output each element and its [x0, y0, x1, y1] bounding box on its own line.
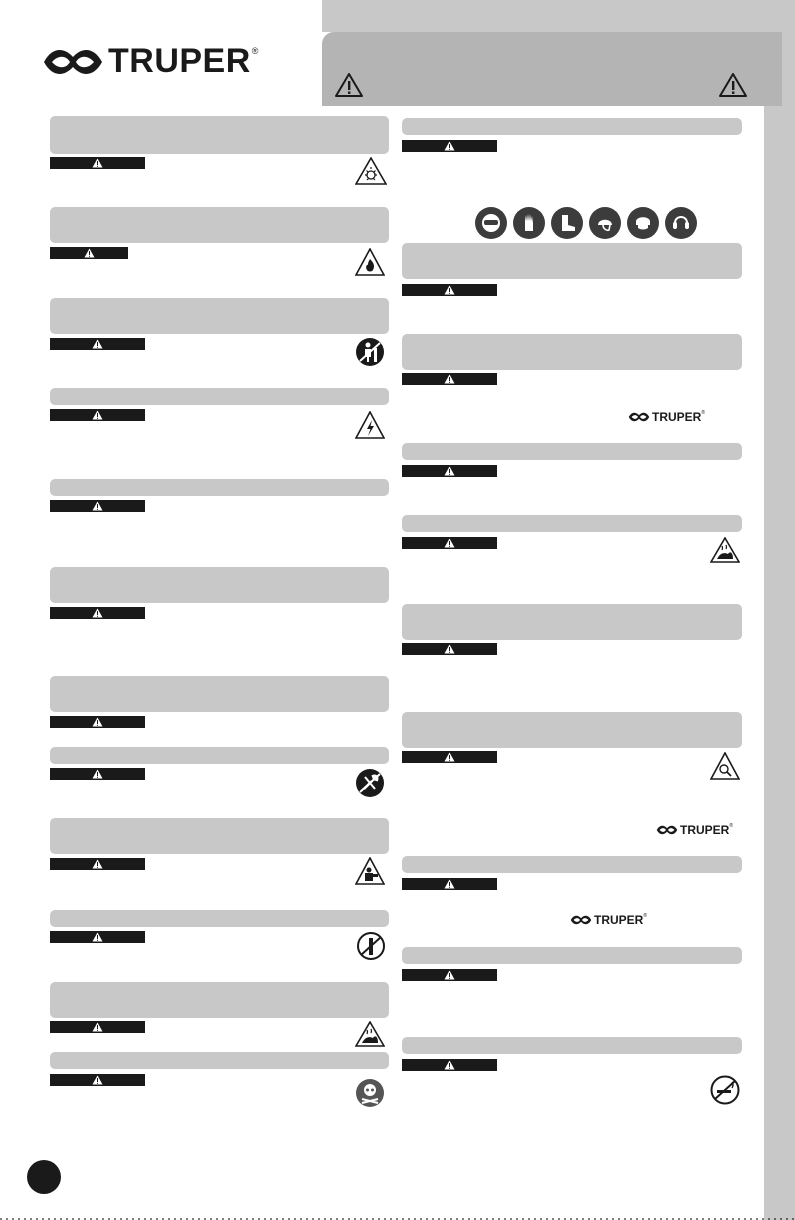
- inspect-icon: [710, 752, 740, 780]
- warning-triangle-icon: [718, 72, 748, 98]
- warning-label: [50, 338, 145, 350]
- warning-label: [402, 284, 497, 296]
- warning-triangle-icon: [444, 285, 455, 295]
- safety-boots-icon: [551, 207, 583, 239]
- warning-triangle-icon: [444, 1060, 455, 1070]
- registered-mark: ®: [701, 410, 706, 416]
- no-modification-icon: [355, 768, 385, 798]
- warning-label: [402, 878, 497, 890]
- warning-label: [50, 768, 145, 780]
- wear-protection-icon: [355, 857, 385, 885]
- warning-label: [402, 643, 497, 655]
- section-header-bar: [50, 982, 389, 1018]
- warning-label: [50, 247, 128, 259]
- warning-label: [50, 607, 145, 619]
- dust-mask-icon: [627, 207, 659, 239]
- hard-hat-icon: [589, 207, 621, 239]
- section-header-bar: [50, 747, 389, 764]
- keep-children-away-icon: [355, 337, 385, 367]
- brand-name: TRUPER: [594, 913, 644, 927]
- section-header-bar: [50, 676, 389, 712]
- header-band: [322, 0, 764, 32]
- warning-triangle-icon: [92, 158, 103, 168]
- warning-label: [50, 858, 145, 870]
- page-number-disc: [27, 1160, 61, 1194]
- section-header-bar: [402, 118, 742, 135]
- truper-emblem-icon: [628, 411, 650, 423]
- warning-triangle-icon: [92, 410, 103, 420]
- warning-label: [50, 1074, 145, 1086]
- warning-triangle-icon: [92, 339, 103, 349]
- brand-mini-logo: [628, 410, 705, 424]
- warning-triangle-icon: [444, 752, 455, 762]
- warning-label: [402, 373, 497, 385]
- brand-name: TRUPER: [108, 42, 251, 80]
- warning-triangle-icon: [92, 859, 103, 869]
- warning-label: [402, 140, 497, 152]
- warning-triangle-icon: [444, 374, 455, 384]
- brand-mini-logo: [570, 913, 647, 927]
- warning-triangle-icon: [92, 501, 103, 511]
- warning-triangle-icon: [444, 879, 455, 889]
- warning-label: [402, 465, 497, 477]
- warning-triangle-icon: [92, 1022, 103, 1032]
- warning-triangle-icon: [444, 538, 455, 548]
- brand-name: TRUPER: [680, 823, 730, 837]
- warning-triangle-icon: [444, 970, 455, 980]
- warning-triangle-icon: [92, 717, 103, 727]
- section-header-bar: [402, 604, 742, 640]
- section-header-bar: [402, 334, 742, 370]
- side-tab: [764, 0, 795, 1220]
- warning-label: [402, 751, 497, 763]
- section-header-bar: [50, 116, 389, 154]
- section-header-bar: [402, 947, 742, 964]
- section-header-bar: [402, 443, 742, 460]
- section-header-bar: [402, 515, 742, 532]
- brand-logo: [42, 42, 258, 81]
- warning-triangle-icon: [92, 1075, 103, 1085]
- section-header-bar: [402, 1037, 742, 1054]
- hot-surface-icon: [710, 537, 740, 563]
- warning-triangle-icon: [444, 644, 455, 654]
- toxic-hazard-icon: [355, 1078, 385, 1108]
- section-header-bar: [50, 298, 389, 334]
- warning-triangle-icon: [444, 466, 455, 476]
- warning-label: [50, 1021, 145, 1033]
- registered-mark: ®: [643, 913, 648, 919]
- section-header-bar: [50, 207, 389, 243]
- warning-label: [50, 931, 145, 943]
- section-header-bar: [402, 856, 742, 873]
- electric-shock-icon: [355, 411, 385, 439]
- section-header-bar: [50, 479, 389, 496]
- gloves-icon: [513, 207, 545, 239]
- warning-triangle-icon: [92, 608, 103, 618]
- warning-label: [402, 1059, 497, 1071]
- warning-triangle-icon: [92, 932, 103, 942]
- section-header-bar: [50, 567, 389, 603]
- no-smoking-icon: [710, 1075, 740, 1105]
- brand-mini-logo: [656, 823, 733, 837]
- warning-label: [402, 537, 497, 549]
- warning-label: [50, 716, 145, 728]
- section-header-bar: [50, 910, 389, 927]
- hot-surface-icon: [355, 1021, 385, 1047]
- section-header-bar: [402, 712, 742, 748]
- section-header-bar: [402, 243, 742, 279]
- warning-triangle-icon: [334, 72, 364, 98]
- brand-name: TRUPER: [652, 410, 702, 424]
- truper-emblem-icon: [656, 824, 678, 836]
- warning-label: [50, 409, 145, 421]
- warning-triangle-icon: [84, 248, 95, 258]
- ear-protection-icon: [665, 207, 697, 239]
- safety-goggles-icon: [475, 207, 507, 239]
- no-dropping-icon: [357, 931, 385, 961]
- truper-emblem-icon: [570, 914, 592, 926]
- warning-triangle-icon: [92, 769, 103, 779]
- ppe-icon-row: [475, 207, 697, 239]
- registered-mark: ®: [251, 46, 259, 56]
- section-header-bar: [50, 818, 389, 854]
- burst-hazard-icon: [355, 157, 387, 185]
- warning-label: [50, 157, 145, 169]
- truper-emblem-icon: [42, 45, 104, 79]
- section-header-bar: [50, 388, 389, 405]
- registered-mark: ®: [729, 823, 734, 829]
- section-header-bar: [50, 1052, 389, 1069]
- header-panel: [322, 32, 782, 106]
- fire-hazard-icon: [355, 248, 385, 276]
- warning-label: [402, 969, 497, 981]
- warning-triangle-icon: [444, 141, 455, 151]
- warning-label: [50, 500, 145, 512]
